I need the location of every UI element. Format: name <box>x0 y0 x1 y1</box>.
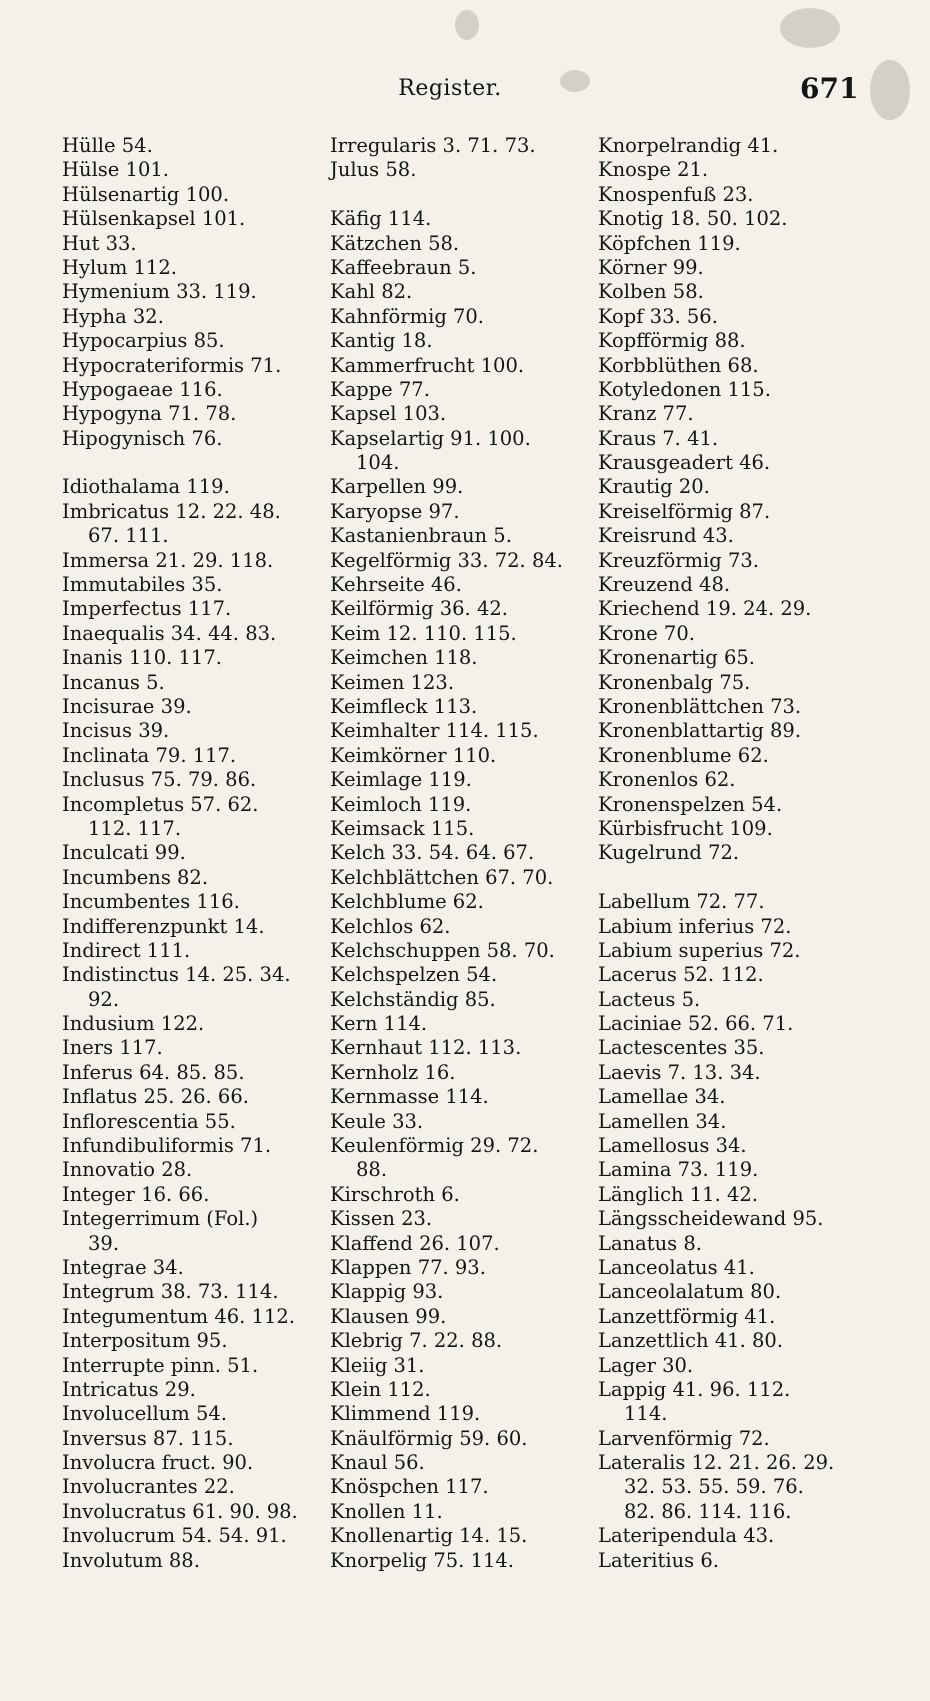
index-entry: Indistinctus 14. 25. 34. <box>62 963 291 987</box>
index-entry: Kotyledonen 115. <box>598 377 771 401</box>
index-entry: Inaequalis 34. 44. 83. <box>62 621 277 645</box>
index-entry: Kahnförmig 70. <box>330 304 485 328</box>
index-entry: Keimen 123. <box>330 670 455 694</box>
index-spacer <box>62 451 324 475</box>
index-entry: Keim 12. 110. 115. <box>330 621 517 645</box>
index-entry: Involucratus 61. 90. 98. <box>62 1499 298 1523</box>
index-entry: Kronenblume 62. <box>598 743 769 767</box>
index-entry: 92. <box>88 987 120 1011</box>
index-entry: Kreuzend 48. <box>598 573 731 597</box>
index-entry: Keimchen 118. <box>330 646 478 670</box>
index-entry: Incumbens 82. <box>62 865 209 889</box>
index-entry: Kolben 58. <box>598 280 704 304</box>
index-entry: Labellum 72. 77. <box>598 890 765 914</box>
index-entry: Klein 112. <box>330 1377 431 1401</box>
index-entry: Inclinata 79. 117. <box>62 743 237 767</box>
index-entry: Kappe 77. <box>330 377 430 401</box>
index-entry: Kammerfrucht 100. <box>330 353 525 377</box>
index-entry: Labium inferius 72. <box>598 914 792 938</box>
index-entry: Kelchständig 85. <box>330 987 496 1011</box>
index-entry: 32. 53. 55. 59. 76. <box>624 1475 804 1499</box>
index-entry: Kahl 82. <box>330 280 413 304</box>
running-header: Register. <box>398 76 502 101</box>
index-entry: Kronenspelzen 54. <box>598 792 783 816</box>
index-entry: Lactescentes 35. <box>598 1036 765 1060</box>
index-entry: 104. <box>356 451 400 475</box>
index-entry: Intricatus 29. <box>62 1377 196 1401</box>
index-entry: Julus 58. <box>330 158 417 182</box>
index-entry: Lateritius 6. <box>598 1548 719 1572</box>
index-entry: Innovatio 28. <box>62 1158 193 1182</box>
index-entry: Kern 114. <box>330 1012 428 1036</box>
index-entry: Kelchschuppen 58. 70. <box>330 938 555 962</box>
index-entry: Krausgeadert 46. <box>598 451 771 475</box>
index-entry: Kronenblattartig 89. <box>598 719 802 743</box>
index-entry: Kopf 33. 56. <box>598 304 718 328</box>
index-entry: Käfig 114. <box>330 207 432 231</box>
index-entry: Lamina 73. 119. <box>598 1158 759 1182</box>
index-entry: Keilförmig 36. 42. <box>330 597 508 621</box>
index-entry: Lacerus 52. 112. <box>598 963 764 987</box>
index-entry: Inversus 87. 115. <box>62 1426 234 1450</box>
index-entry: Lateralis 12. 21. 26. 29. <box>598 1451 835 1475</box>
index-entry: Kronenbalg 75. <box>598 670 751 694</box>
index-entry: Hülsenartig 100. <box>62 182 230 206</box>
index-entry: Kernmasse 114. <box>330 1085 489 1109</box>
index-entry: Involutum 88. <box>62 1548 200 1572</box>
index-entry: Lager 30. <box>598 1353 694 1377</box>
index-entry: Kantig 18. <box>330 329 433 353</box>
index-entry: Kronenblättchen 73. <box>598 694 802 718</box>
index-entry: Korbblüthen 68. <box>598 353 759 377</box>
index-entry: Imbricatus 12. 22. 48. <box>62 499 281 523</box>
index-entry: Karyopse 97. <box>330 499 460 523</box>
index-entry: Kernhaut 112. 113. <box>330 1036 522 1060</box>
index-entry: Laevis 7. 13. 34. <box>598 1060 761 1084</box>
index-entry: Krautig 20. <box>598 475 710 499</box>
index-entry: Integrae 34. <box>62 1255 184 1279</box>
index-entry: Kissen 23. <box>330 1207 433 1231</box>
ink-stain <box>560 70 590 92</box>
index-entry: Involucrum 54. 54. 91. <box>62 1524 287 1548</box>
index-entry: Hülsenkapsel 101. <box>62 207 246 231</box>
index-entry: Involucellum 54. <box>62 1402 228 1426</box>
index-entry: Lateripendula 43. <box>598 1524 775 1548</box>
index-column-2 <box>330 134 600 1573</box>
index-entry: Labium superius 72. <box>598 938 801 962</box>
index-entry: Kelchspelzen 54. <box>330 963 498 987</box>
index-entry: Keimhalter 114. 115. <box>330 719 539 743</box>
ink-stain <box>455 10 479 40</box>
index-entry: Kätzchen 58. <box>330 231 460 255</box>
index-entry: Keimkörner 110. <box>330 743 497 767</box>
index-entry: Hülle 54. <box>62 134 153 157</box>
index-entry: Immutabiles 35. <box>62 573 223 597</box>
index-entry: Kronenlos 62. <box>598 768 736 792</box>
index-entry: Kelchlos 62. <box>330 914 451 938</box>
index-entry: Köpfchen 119. <box>598 231 741 255</box>
index-entry: Incumbentes 116. <box>62 890 240 914</box>
index-entry: Knollen 11. <box>330 1499 443 1523</box>
index-entry: Knospe 21. <box>598 158 709 182</box>
index-entry: 88. <box>356 1158 388 1182</box>
index-spacer <box>598 866 868 890</box>
index-entry: Kegelförmig 33. 72. 84. <box>330 548 563 572</box>
index-entry: Indifferenzpunkt 14. <box>62 914 265 938</box>
index-entry: Knorpelig 75. 114. <box>330 1548 514 1572</box>
index-entry: Indirect 111. <box>62 938 191 962</box>
index-entry: Kugelrund 72. <box>598 841 740 865</box>
index-entry: Klappig 93. <box>330 1280 444 1304</box>
index-entry: Integerrimum (Fol.) <box>62 1207 259 1231</box>
index-entry: Inferus 64. 85. 85. <box>62 1060 245 1084</box>
index-entry: Hypha 32. <box>62 304 164 328</box>
index-entry: Idiothalama 119. <box>62 475 230 499</box>
index-entry: Hypocarpius 85. <box>62 329 225 353</box>
index-entry: Kelchblättchen 67. 70. <box>330 865 554 889</box>
index-entry: Kreisrund 43. <box>598 524 734 548</box>
index-entry: Kreiselförmig 87. <box>598 499 771 523</box>
index-entry: Incisurae 39. <box>62 694 192 718</box>
index-entry: 67. 111. <box>88 524 169 548</box>
index-entry: Integer 16. 66. <box>62 1182 210 1206</box>
index-entry: Kraus 7. 41. <box>598 426 719 450</box>
index-entry: 114. <box>624 1402 668 1426</box>
ink-stain <box>780 8 840 48</box>
index-entry: Laciniae 52. 66. 71. <box>598 1012 794 1036</box>
index-entry: Lanceolatus 41. <box>598 1255 755 1279</box>
page-number: 671 <box>800 72 859 105</box>
index-entry: Klausen 99. <box>330 1304 447 1328</box>
index-entry: Knospenfuß 23. <box>598 182 754 206</box>
index-entry: Inflatus 25. 26. 66. <box>62 1085 249 1109</box>
index-entry: Hypogaeae 116. <box>62 377 223 401</box>
index-entry: Kernholz 16. <box>330 1060 456 1084</box>
index-entry: Hipogynisch 76. <box>62 426 223 450</box>
index-entry: Lappig 41. 96. 112. <box>598 1377 791 1401</box>
index-entry: Imperfectus 117. <box>62 597 232 621</box>
index-entry: Infundibuliformis 71. <box>62 1134 272 1158</box>
index-entry: Lamellosus 34. <box>598 1134 747 1158</box>
index-entry: Körner 99. <box>598 255 704 279</box>
index-entry: Incisus 39. <box>62 719 170 743</box>
index-entry: Lanzettlich 41. 80. <box>598 1329 783 1353</box>
index-entry: Lanatus 8. <box>598 1231 702 1255</box>
index-column-1 <box>62 134 324 1573</box>
index-entry: Kapselartig 91. 100. <box>330 426 531 450</box>
index-entry: Karpellen 99. <box>330 475 464 499</box>
ink-stain <box>870 60 910 120</box>
index-entry: Klebrig 7. 22. 88. <box>330 1329 503 1353</box>
index-entry: Interrupte pinn. 51. <box>62 1353 259 1377</box>
index-entry: Hypogyna 71. 78. <box>62 402 237 426</box>
index-entry: Hymenium 33. 119. <box>62 280 257 304</box>
index-entry: Kranz 77. <box>598 402 694 426</box>
index-entry: Klimmend 119. <box>330 1402 481 1426</box>
index-entry: Hülse 101. <box>62 158 169 182</box>
index-entry: Inflorescentia 55. <box>62 1109 236 1133</box>
index-entry: Hylum 112. <box>62 255 177 279</box>
index-entry: Larvenförmig 72. <box>598 1426 770 1450</box>
index-entry: Keimfleck 113. <box>330 694 478 718</box>
index-entry: Integrum 38. 73. 114. <box>62 1280 279 1304</box>
index-entry: Lamellae 34. <box>598 1085 726 1109</box>
index-entry: Knorpelrandig 41. <box>598 134 779 157</box>
index-entry: 39. <box>88 1231 120 1255</box>
index-entry: Incompletus 57. 62. <box>62 792 259 816</box>
index-entry: Incanus 5. <box>62 670 165 694</box>
index-entry: Knaul 56. <box>330 1451 425 1475</box>
index-entry: Keimloch 119. <box>330 792 472 816</box>
index-entry: Klaffend 26. 107. <box>330 1231 500 1255</box>
index-entry: Indusium 122. <box>62 1012 205 1036</box>
index-entry: Knotig 18. 50. 102. <box>598 207 788 231</box>
index-entry: Involucrantes 22. <box>62 1475 235 1499</box>
index-entry: Kirschroth 6. <box>330 1182 460 1206</box>
index-entry: Immersa 21. 29. 118. <box>62 548 274 572</box>
index-entry: Knöspchen 117. <box>330 1475 489 1499</box>
index-entry: Kriechend 19. 24. 29. <box>598 597 812 621</box>
index-entry: Inculcati 99. <box>62 841 186 865</box>
index-entry: Involucra fruct. 90. <box>62 1451 254 1475</box>
index-entry: Knollenartig 14. 15. <box>330 1524 528 1548</box>
index-entry: Hut 33. <box>62 231 137 255</box>
index-entry: Längsscheidewand 95. <box>598 1207 824 1231</box>
index-entry: Kronenartig 65. <box>598 646 755 670</box>
index-entry: Irregularis 3. 71. 73. <box>330 134 536 157</box>
index-entry: Lacteus 5. <box>598 987 701 1011</box>
index-entry: 82. 86. 114. 116. <box>624 1499 792 1523</box>
index-entry: Kelch 33. 54. 64. 67. <box>330 841 535 865</box>
index-entry: Kleiig 31. <box>330 1353 425 1377</box>
index-entry: Kapsel 103. <box>330 402 447 426</box>
index-column-3 <box>598 134 868 1573</box>
index-entry: Kastanienbraun 5. <box>330 524 512 548</box>
index-entry: Integumentum 46. 112. <box>62 1304 295 1328</box>
index-entry: 112. 117. <box>88 816 182 840</box>
index-entry: Keimsack 115. <box>330 816 475 840</box>
index-entry: Knäulförmig 59. 60. <box>330 1426 528 1450</box>
index-entry: Lanzettförmig 41. <box>598 1304 776 1328</box>
index-entry: Keule 33. <box>330 1109 424 1133</box>
index-entry: Klappen 77. 93. <box>330 1255 486 1279</box>
index-entry: Kürbisfrucht 109. <box>598 816 773 840</box>
index-spacer <box>330 183 600 207</box>
index-entry: Kehrseite 46. <box>330 573 462 597</box>
index-entry: Keulenförmig 29. 72. <box>330 1134 539 1158</box>
index-entry: Inanis 110. 117. <box>62 646 222 670</box>
index-entry: Inclusus 75. 79. 86. <box>62 768 257 792</box>
index-entry: Kreuzförmig 73. <box>598 548 759 572</box>
index-entry: Kaffeebraun 5. <box>330 255 477 279</box>
index-entry: Länglich 11. 42. <box>598 1182 758 1206</box>
index-entry: Iners 117. <box>62 1036 163 1060</box>
index-entry: Krone 70. <box>598 621 695 645</box>
index-entry: Kelchblume 62. <box>330 890 484 914</box>
index-entry: Lanceolalatum 80. <box>598 1280 782 1304</box>
index-entry: Hypocrateriformis 71. <box>62 353 282 377</box>
index-entry: Kopfförmig 88. <box>598 329 746 353</box>
index-entry: Interpositum 95. <box>62 1329 228 1353</box>
index-entry: Lamellen 34. <box>598 1109 727 1133</box>
index-entry: Keimlage 119. <box>330 768 472 792</box>
